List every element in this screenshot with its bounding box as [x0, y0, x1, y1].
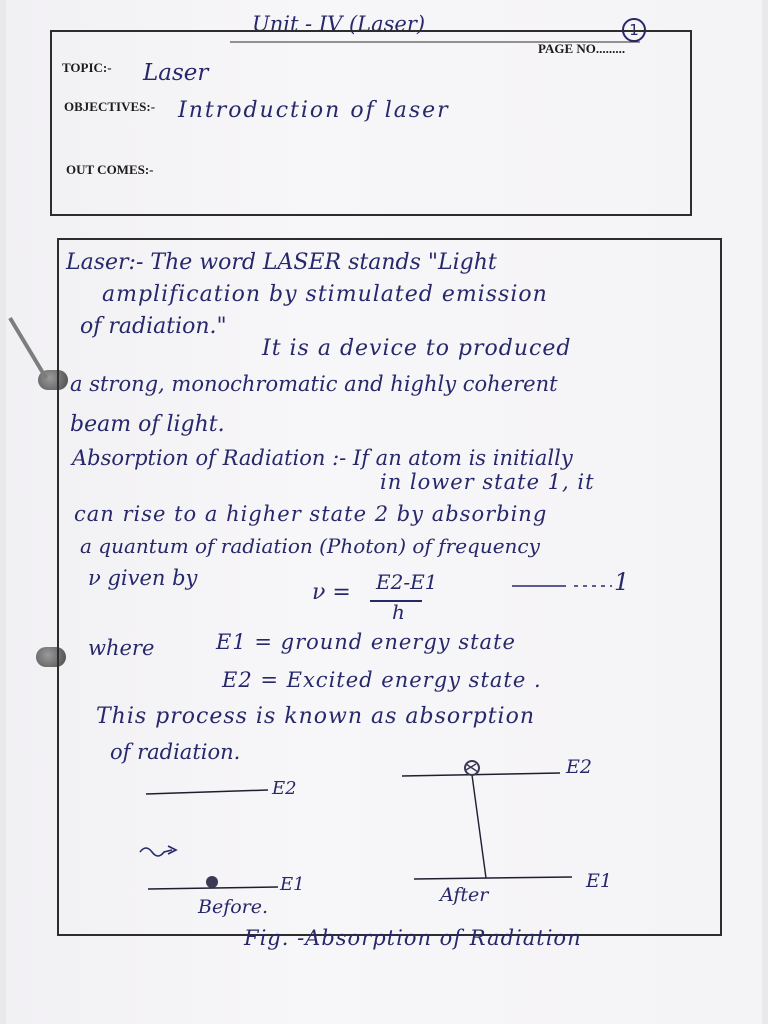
before-label: Before. — [198, 896, 269, 918]
page-number-label: PAGE NO......... — [538, 41, 626, 56]
figure-caption: Fig. -Absorption of Radiation — [244, 926, 582, 950]
photon-wave-icon — [140, 846, 176, 856]
objectives-label: OBJECTIVES:- — [64, 99, 156, 114]
note-line: a quantum of radiation (Photon) of frequency — [80, 534, 540, 558]
after-label: After — [440, 884, 489, 906]
before-e1-label: E1 — [280, 874, 305, 895]
definition-ground: E1 = ground energy state — [216, 630, 516, 654]
after-upper-level — [402, 773, 560, 776]
unit-title: Unit - IV (Laser) — [252, 12, 426, 36]
note-line: of radiation." — [80, 314, 227, 339]
before-upper-level — [146, 790, 268, 794]
before-e2-label: E2 — [272, 778, 297, 799]
note-line: beam of light. — [70, 412, 225, 437]
after-atom-hatch — [466, 764, 478, 772]
objectives-value: Introduction of laser — [178, 98, 450, 123]
topic-label: TOPIC:- — [62, 60, 112, 75]
before-atom — [206, 876, 218, 888]
after-e2-label: E2 — [566, 756, 592, 778]
note-line: a strong, monochromatic and highly coherent — [70, 372, 558, 396]
equation-denominator: h — [392, 600, 405, 624]
equation-lhs: ν = — [312, 580, 351, 605]
after-e1-label: E1 — [586, 870, 612, 892]
note-line: Absorption of Radiation :- If an atom is initially — [72, 446, 573, 470]
note-line: It is a device to produced — [262, 336, 572, 361]
equation-number: 1 — [614, 568, 630, 596]
note-line: Laser:- The word LASER stands "Light — [66, 250, 497, 275]
closing-line: This process is known as absorption — [96, 704, 536, 729]
note-line: ν given by — [88, 566, 198, 590]
outcomes-label: OUT COMES:- — [66, 162, 154, 177]
where-label: where — [88, 636, 155, 660]
note-line: amplification by stimulated emission — [102, 282, 548, 307]
note-line: in lower state 1, it — [380, 470, 595, 494]
page-number-circle: 1 — [622, 18, 646, 42]
transition-line — [472, 775, 486, 878]
equation-numerator: E2-E1 — [376, 570, 438, 594]
definition-excited: E2 = Excited energy state . — [222, 668, 542, 692]
note-line: can rise to a higher state 2 by absorbing — [74, 502, 548, 526]
after-lower-level — [414, 877, 572, 879]
topic-value: Laser — [143, 60, 209, 86]
closing-line: of radiation. — [110, 740, 241, 764]
